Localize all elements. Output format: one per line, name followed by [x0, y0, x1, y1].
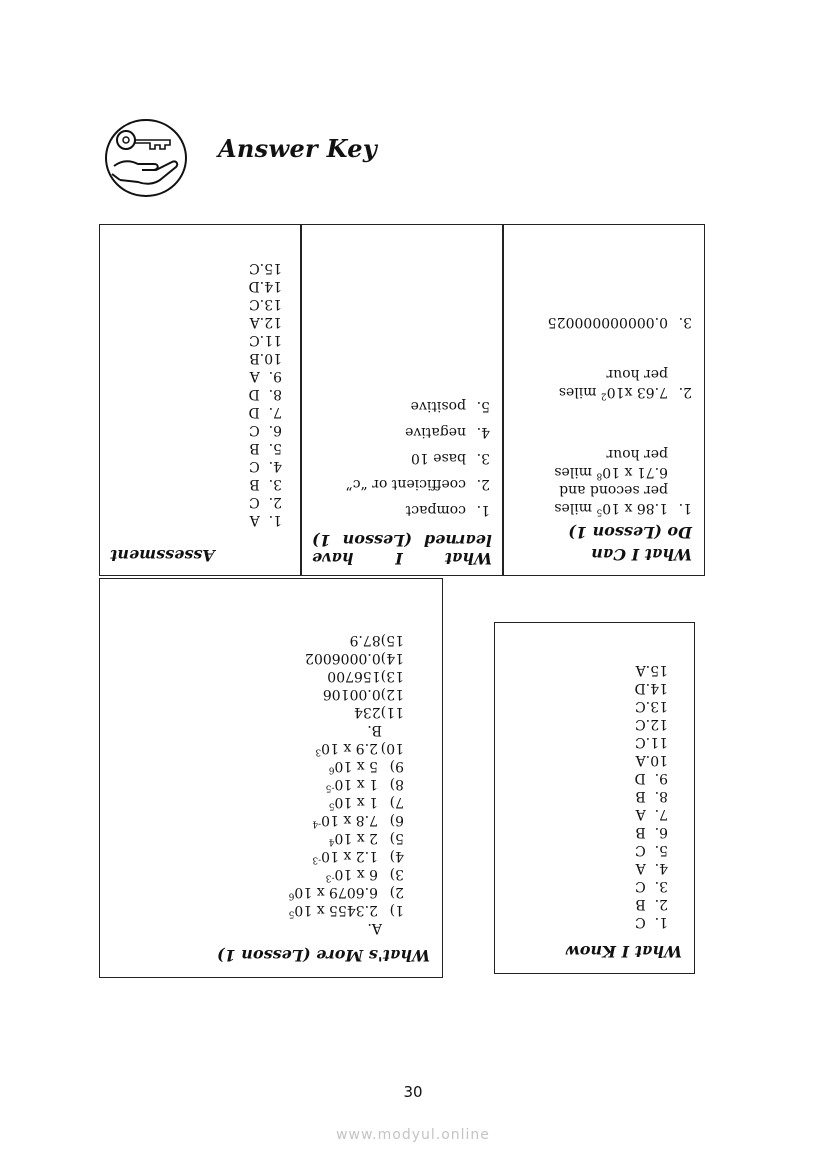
- whats-more-item-exponent: 3: [315, 746, 322, 757]
- whats-more-item: [110, 757, 404, 775]
- can-do-item-1-line-3-value: 6.71 x 10: [602, 464, 668, 480]
- whats-more-item-value: 6.6079 x 10: [294, 884, 378, 900]
- whats-more-item-number: 13): [380, 668, 404, 684]
- what-i-know-item: 15.A: [635, 662, 668, 678]
- learned-item-text: negative: [405, 424, 466, 440]
- page-title: Answer Key: [218, 134, 378, 163]
- can-do-item-1-line-3: [514, 463, 692, 481]
- whats-more-item-value: 234: [353, 704, 381, 720]
- whats-more-item-exponent: 6: [328, 764, 335, 775]
- whats-more-item-number: 11): [380, 704, 404, 720]
- watermark: www.modyul.online: [336, 1127, 490, 1143]
- can-do-item-1-number: 1.: [678, 500, 692, 516]
- learned-list: [312, 397, 492, 519]
- page-number: 30: [403, 1083, 423, 1101]
- whats-more-item-value: 7.8 x 10: [321, 812, 378, 828]
- assessment-list: [110, 259, 290, 529]
- what-i-know-item: 11.C: [635, 734, 668, 750]
- whats-more-item-exponent: -3: [312, 854, 322, 865]
- whats-more-item-number: 12): [380, 686, 404, 702]
- learned-item-text: positive: [410, 398, 466, 414]
- what-i-have-learned-box: [301, 224, 503, 576]
- what-i-can-do-box: [503, 224, 705, 576]
- whats-more-item-value: 2.3455 x 10: [294, 902, 378, 918]
- assessment-item: 5. B: [249, 440, 282, 456]
- can-do-title: What I Can Do (Lesson 1): [568, 523, 692, 564]
- can-do-item-2-line-2: per hour: [606, 366, 668, 382]
- what-i-know-item: 4. A: [635, 860, 668, 876]
- whats-more-item-number: 9): [389, 758, 404, 774]
- whats-more-item: [110, 685, 404, 703]
- whats-more-part-a: A.: [367, 920, 382, 936]
- whats-more-list-b: [110, 631, 430, 721]
- what-i-know-item: 14.D: [634, 680, 668, 696]
- whats-more-item-value: 87.9: [349, 632, 381, 648]
- what-i-know-item: 1. C: [635, 914, 668, 930]
- what-i-know-item: 13.C: [635, 698, 668, 714]
- can-do-item-1-exponent: 5: [596, 506, 603, 517]
- whats-more-list-a: [110, 739, 430, 919]
- whats-more-item: [110, 847, 404, 865]
- what-i-know-item: 5. C: [635, 842, 668, 858]
- whats-more-item-exponent: -3: [325, 872, 335, 883]
- whats-more-item: [110, 703, 404, 721]
- whats-more-item-value: 2.9 x 10: [321, 740, 378, 756]
- can-do-item-1-line-4: per hour: [606, 446, 668, 462]
- whats-more-item-number: 14): [380, 650, 404, 666]
- whats-more-item: [110, 631, 404, 649]
- assessment-item: 3. B: [249, 476, 282, 492]
- whats-more-item-value: 1 x 10: [334, 776, 378, 792]
- learned-item: [312, 501, 490, 519]
- what-i-know-item: 3. C: [635, 878, 668, 894]
- whats-more-item-exponent: 5: [288, 908, 295, 919]
- what-i-know-item: 2. B: [635, 896, 668, 912]
- assessment-item: 4. C: [249, 458, 282, 474]
- whats-more-item-number: 3): [389, 866, 404, 882]
- whats-more-item-number: 4): [389, 848, 404, 864]
- whats-more-item: [110, 739, 404, 757]
- learned-item-number: 4.: [476, 424, 490, 440]
- whats-more-item: [110, 865, 404, 883]
- assessment-item: 1. A: [249, 512, 282, 528]
- assessment-item: 13.C: [249, 296, 282, 312]
- whats-more-item: [110, 775, 404, 793]
- assessment-item: 9. A: [249, 368, 282, 384]
- can-do-item-2-number: 2.: [678, 384, 692, 400]
- what-i-know-box: [494, 622, 695, 974]
- can-do-item-1-value: 1.86 x 10: [602, 500, 668, 516]
- learned-item-number: 2.: [476, 476, 490, 492]
- assessment-item: 12.A: [249, 314, 282, 330]
- whats-more-title: What's More (Lesson 1): [217, 946, 430, 965]
- whats-more-item-value: 6 x 10: [334, 866, 378, 882]
- what-i-know-item: 6. B: [635, 824, 668, 840]
- whats-more-item-number: 1): [389, 902, 404, 918]
- assessment-item: 10.B: [249, 350, 282, 366]
- key-in-hand-icon: [104, 118, 188, 198]
- can-do-item-1-unit: miles: [554, 500, 597, 516]
- whats-more-item: [110, 883, 404, 901]
- whats-more-item-value: 5 x 10: [334, 758, 378, 774]
- learned-item-text: coefficient or “c”: [345, 476, 466, 492]
- learned-item-text: base 10: [410, 450, 466, 466]
- assessment-item: 6. C: [249, 422, 282, 438]
- can-do-item-1-line-2: per second and: [559, 482, 668, 498]
- can-do-item-3-value: 0.000000000025: [547, 314, 668, 330]
- whats-more-item-value: 0.00106: [322, 686, 381, 702]
- assessment-item: 11.C: [249, 332, 282, 348]
- can-do-item-1: [514, 499, 692, 517]
- can-do-item-2-unit: miles: [558, 384, 601, 400]
- whats-more-item-exponent: -4: [312, 818, 322, 829]
- whats-more-item-number: 7): [389, 794, 404, 810]
- assessment-item: 8. D: [248, 386, 282, 402]
- whats-more-item-number: 10): [380, 740, 404, 756]
- what-i-know-item: 12.C: [635, 716, 668, 732]
- assessment-title: Assessment: [110, 546, 215, 565]
- whats-more-item-exponent: -5: [325, 782, 335, 793]
- whats-more-item: [110, 667, 404, 685]
- learned-item: [312, 423, 490, 441]
- can-do-item-2-exponent: 2: [600, 390, 607, 401]
- learned-item-text: compact: [405, 502, 466, 518]
- whats-more-item-number: 15): [380, 632, 404, 648]
- whats-more-box: [99, 578, 443, 978]
- whats-more-part-b: B.: [367, 722, 382, 738]
- whats-more-item-exponent: 6: [288, 890, 295, 901]
- what-i-know-item: 8. B: [635, 788, 668, 804]
- whats-more-item-number: 2): [389, 884, 404, 900]
- whats-more-item-value: 0.0006002: [305, 650, 381, 666]
- whats-more-item-value: 1.2 x 10: [321, 848, 378, 864]
- what-i-know-list: [505, 661, 682, 931]
- assessment-box: [99, 224, 301, 576]
- can-do-item-2: [514, 383, 692, 401]
- can-do-item-3-number: 3.: [678, 314, 692, 330]
- learned-item-number: 5.: [476, 398, 490, 414]
- can-do-item-3: [514, 313, 692, 331]
- what-i-know-item: 10.A: [635, 752, 668, 768]
- whats-more-item-number: 8): [389, 776, 404, 792]
- whats-more-item: [110, 811, 404, 829]
- learned-item-number: 1.: [476, 502, 490, 518]
- learned-item: [312, 397, 490, 415]
- whats-more-item-value: 2 x 10: [334, 830, 378, 846]
- assessment-item: 15.C: [249, 260, 282, 276]
- what-i-know-item: 9. D: [634, 770, 668, 786]
- whats-more-item-exponent: 4: [328, 836, 335, 847]
- learned-title: What I have learned (Lesson 1): [312, 531, 492, 568]
- learned-item: [312, 475, 490, 493]
- what-i-know-title: What I Know: [566, 942, 682, 961]
- what-i-know-item: 7. A: [635, 806, 668, 822]
- whats-more-item: [110, 829, 404, 847]
- whats-more-item-number: 6): [389, 812, 404, 828]
- learned-item-number: 3.: [476, 450, 490, 466]
- whats-more-item: [110, 649, 404, 667]
- can-do-item-1-line-3-exponent: 8: [596, 470, 603, 481]
- assessment-item: 7. D: [248, 404, 282, 420]
- can-do-item-1-line-3-unit: miles: [554, 464, 597, 480]
- can-do-item-2-value: 7.63 x10: [606, 384, 668, 400]
- whats-more-item-number: 5): [389, 830, 404, 846]
- assessment-item: 14.D: [248, 278, 282, 294]
- whats-more-item: [110, 793, 404, 811]
- assessment-item: 2. C: [249, 494, 282, 510]
- whats-more-item-exponent: 5: [328, 800, 335, 811]
- learned-item: [312, 449, 490, 467]
- whats-more-item-value: 156700: [327, 668, 381, 684]
- whats-more-item-value: 1 x 10: [334, 794, 378, 810]
- whats-more-item: [110, 901, 404, 919]
